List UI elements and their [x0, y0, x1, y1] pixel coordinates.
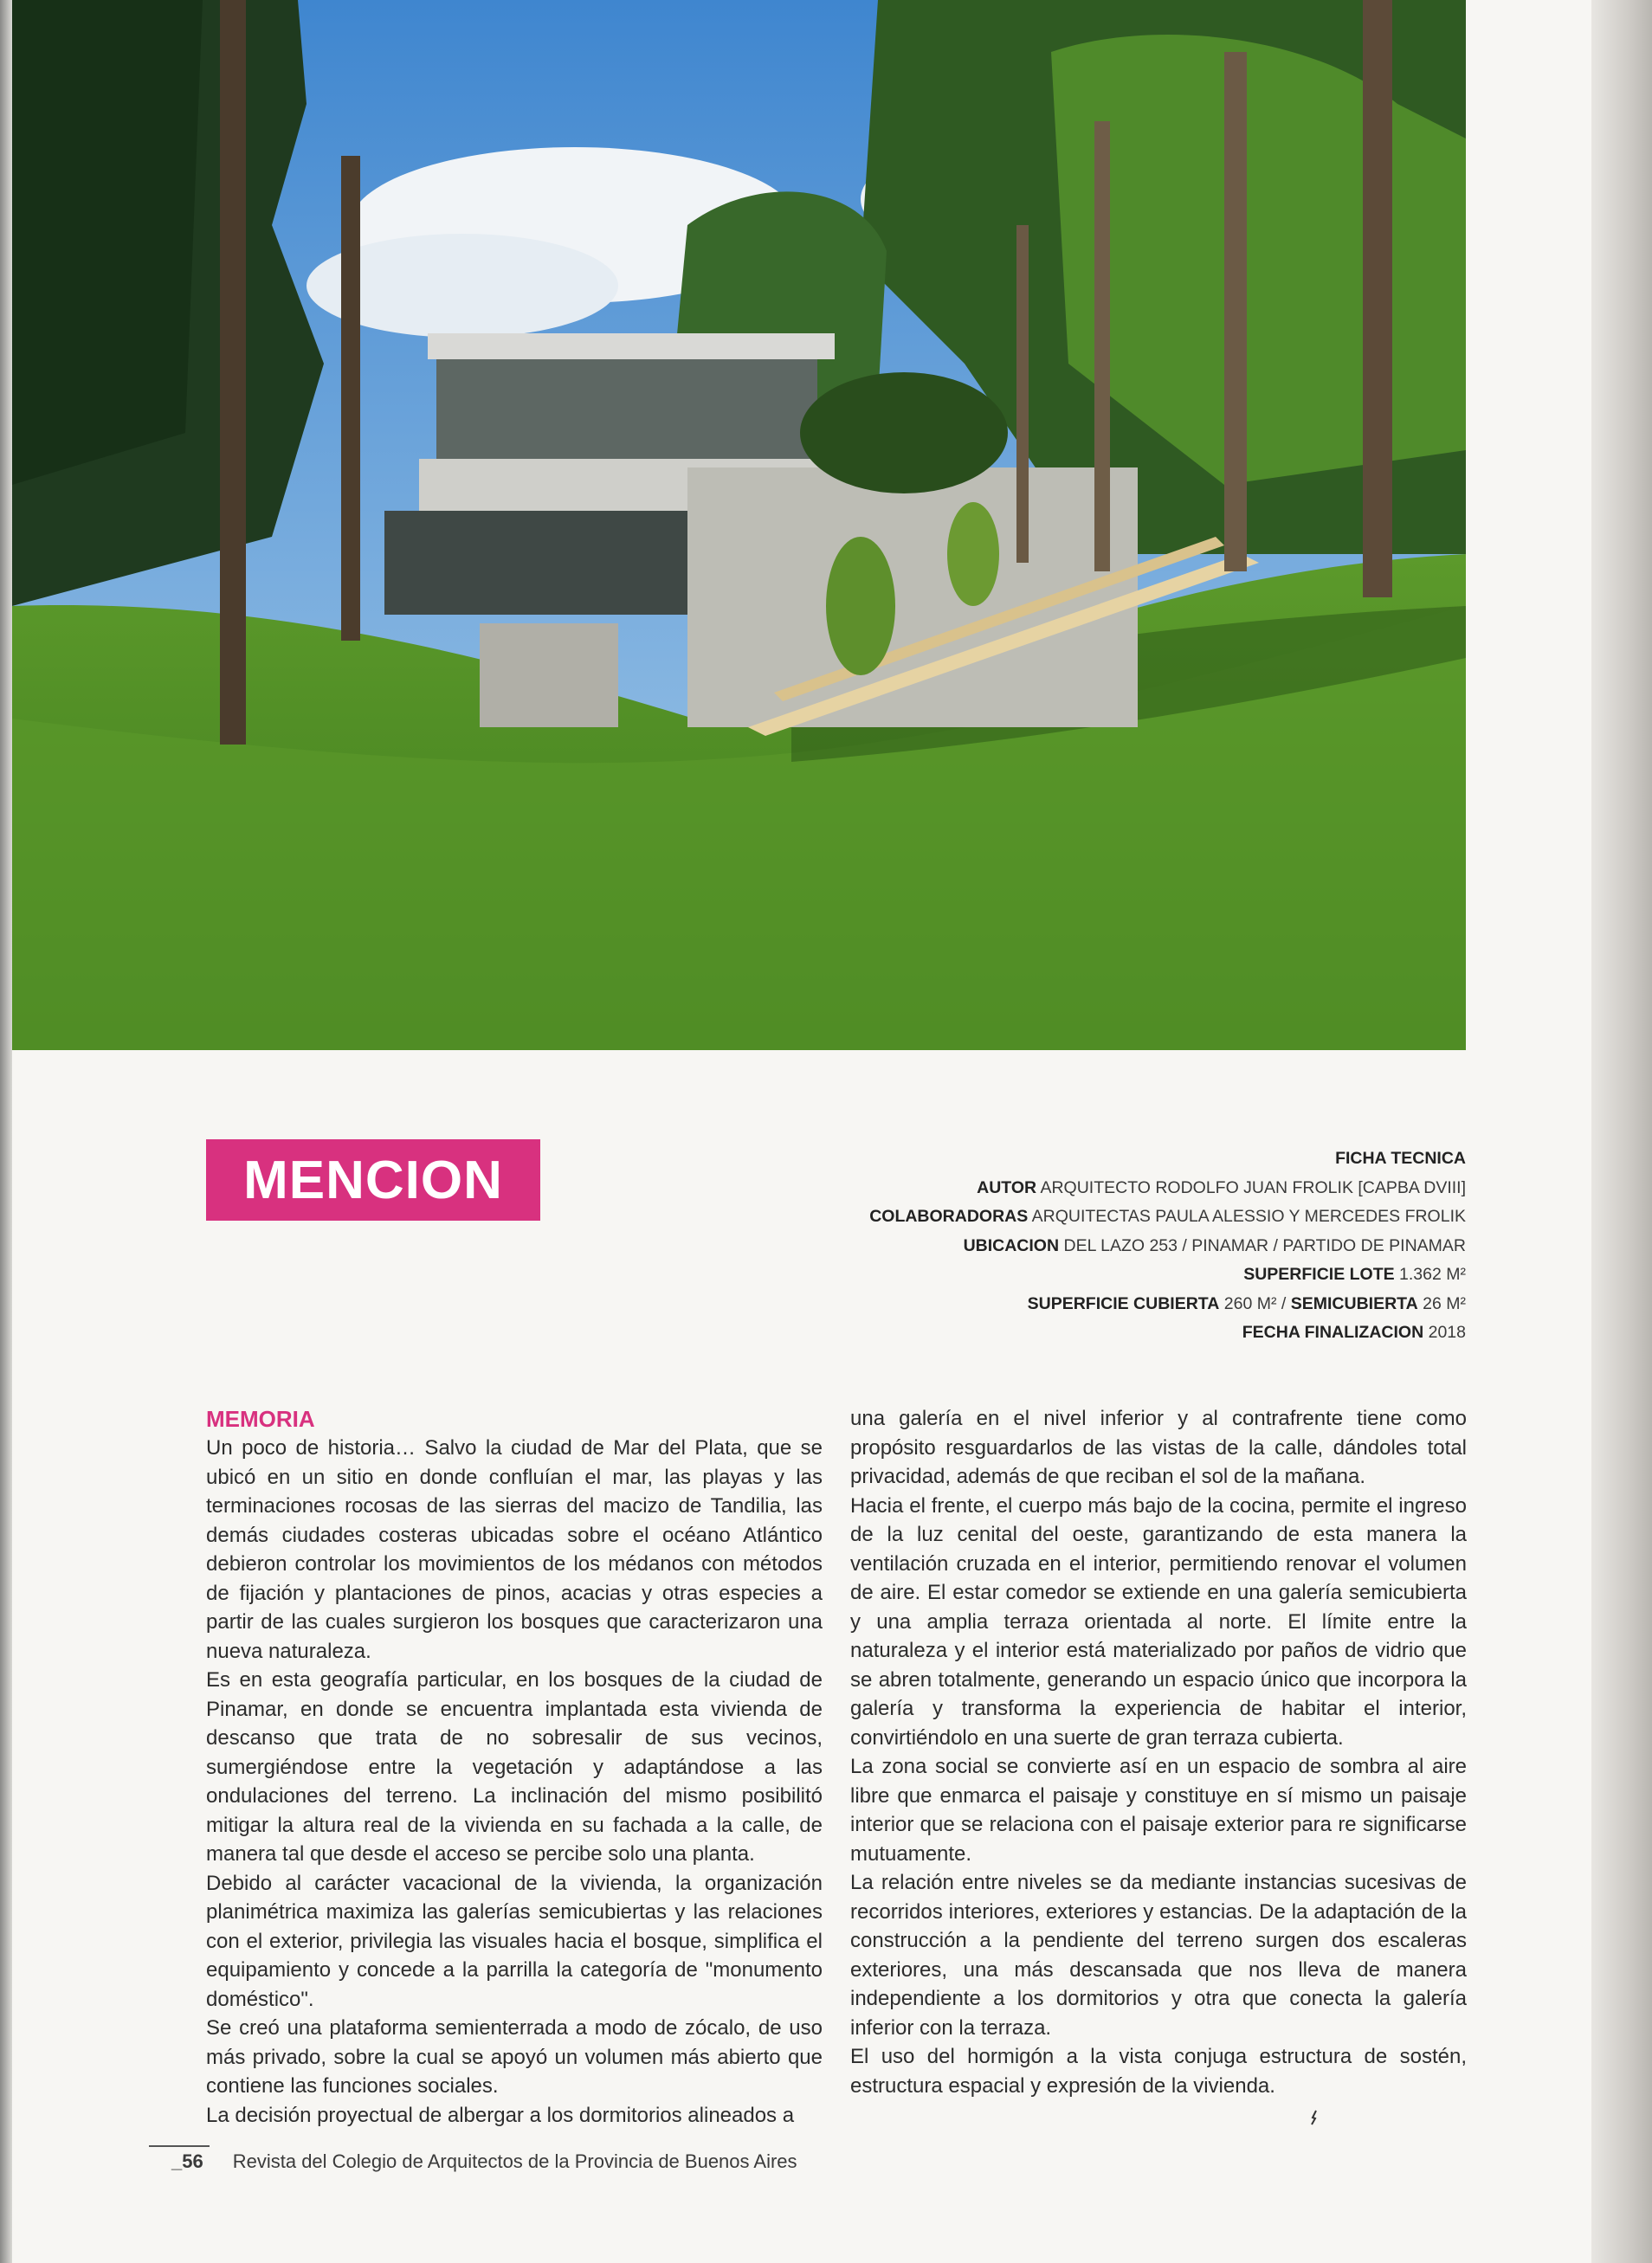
- memoria-column-2: [850, 1404, 1467, 2100]
- page-edge-shadow: [0, 0, 12, 2263]
- ficha-row: SUPERFICIE LOTE 1.362 M²: [1243, 1265, 1466, 1284]
- memoria-heading: MEMORIA: [206, 1406, 315, 1432]
- book-spine-shadow: [1591, 0, 1652, 2263]
- publication-name: Revista del Colegio de Arquitectos de la Provincia de Buenos Aires: [232, 2150, 797, 2172]
- ficha-row: AUTOR ARQUITECTO RODOLFO JUAN FROLIK [CAPBA DVIII]: [977, 1177, 1466, 1197]
- memoria-paragraph: una galería en el nivel inferior y al contrafrente tiene como propósito resguardarlos de las vistas de la calle, dándoles total privacidad, además de que reciban el sol de la mañana.: [850, 1407, 1467, 1488]
- ficha-tecnica: [869, 1144, 1466, 1348]
- page-number: _56: [171, 2150, 203, 2172]
- ficha-title: FICHA TECNICA: [1335, 1149, 1466, 1168]
- mencion-badge: MENCION: [206, 1139, 540, 1221]
- page-footer: [149, 2150, 876, 2173]
- house-photo: [12, 0, 1466, 1050]
- memoria-paragraph: Debido al carácter vacacional de la vivienda, la organización planimétrica maximiza las galerías semicubiertas y las relaciones con el exterior, privilegia las visuales hacia el bosque, simplifica el equipamiento y concede a la parrilla la categoría de "monumento doméstico".: [206, 1871, 823, 2011]
- ficha-row: SUPERFICIE CUBIERTA 260 M² / SEMICUBIERTA 26 M²: [1027, 1293, 1466, 1313]
- memoria-paragraph: La zona social se convierte así en un espacio de sombra al aire libre que enmarca el paisaje y constituye en sí mismo un paisaje interior que se relaciona con el paisaje exterior para re significarse mutuamente.: [850, 1755, 1467, 1866]
- memoria-paragraph: Se creó una plataforma semienterrada a modo de zócalo, de uso más privado, sobre la cual se apoyó un volumen más abierto que contiene las funciones sociales.: [206, 2016, 823, 2098]
- footer-rule: [149, 2145, 210, 2147]
- memoria-paragraph: Un poco de historia… Salvo la ciudad de Mar del Plata, que se ubicó en un sitio en donde confluían el mar, las playas y las terminaciones rocosas de las sierras del macizo de Tandilia, las demás ciudades costeras ubicadas sobre el océano Atlántico debieron controlar los movimientos de los médanos con métodos de fijación y plantaciones de pinos, acacias y otras especies a partir de las cuales surgieron los bosques que caracterizaron una nueva naturaleza.: [206, 1436, 823, 1663]
- ficha-row: COLABORADORAS ARQUITECTAS PAULA ALESSIO Y MERCEDES FROLIK: [869, 1207, 1466, 1226]
- memoria-paragraph: Hacia el frente, el cuerpo más bajo de la cocina, permite el ingreso de la luz cenital del oeste, garantizando de esta manera la ventilación cruzada en el interior, permitiendo renovar el volumen de aire. El estar comedor se extiende en una galería semicubierta y una amplia terraza orientada al norte. El límite entre la naturaleza y el interior está materializado por paños de vidrio que se abren totalmente, generando un espacio único que incorpora la galería y transforma la experiencia de habitar el interior, convirtiéndolo en una suerte de gran terraza cubierta.: [850, 1493, 1467, 1750]
- memoria-paragraph: La decisión proyectual de albergar a los dormitorios alineados a: [206, 2103, 795, 2127]
- ficha-row: FECHA FINALIZACION 2018: [1242, 1323, 1466, 1342]
- memoria-column-1: [206, 1404, 823, 2130]
- ink-mark: [1309, 2109, 1320, 2126]
- memoria-paragraph: El uso del hormigón a la vista conjuga estructura de sostén, estructura espacial y expresión de la vivienda.: [850, 2045, 1467, 2098]
- memoria-paragraph: Es en esta geografía particular, en los bosques de la ciudad de Pinamar, en donde se encuentra implantada esta vivienda de descanso que trata de no sobresalir de sus vecinos, sumergiéndose entre la vegetación y adaptándose a las ondulaciones del terreno. La inclinación del mismo posibilitó mitigar la altura real de la vivienda en su fachada a la calle, de manera tal que desde el acceso se percibe solo una planta.: [206, 1668, 823, 1866]
- memoria-paragraph: La relación entre niveles se da mediante instancias sucesivas de recorridos interiores, exteriores y estancias. De la adaptación de la construcción a la pendiente del terreno surgen dos escaleras exteriores, una más descansada que nos lleva de manera independiente a los dormitorios y otra que conecta la galería inferior con la terraza.: [850, 1871, 1467, 2040]
- ficha-row: UBICACION DEL LAZO 253 / PINAMAR / PARTIDO DE PINAMAR: [963, 1235, 1466, 1255]
